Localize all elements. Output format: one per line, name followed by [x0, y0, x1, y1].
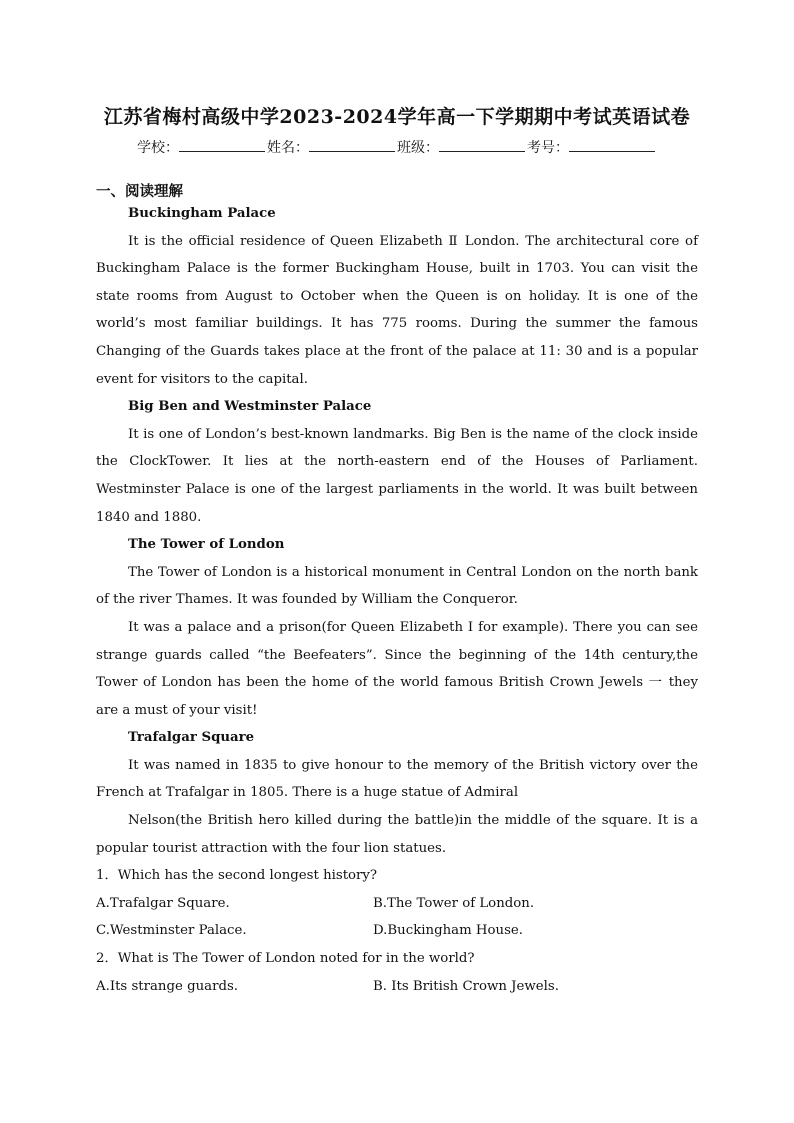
exam-title: 江苏省梅村高级中学2023-2024学年高一下学期期中考试英语试卷	[103, 106, 691, 128]
reading-passages	[96, 200, 698, 1000]
student-info-row	[0, 137, 794, 157]
question-options	[96, 973, 698, 1001]
option-c[interactable]: C.Westminster Palace.	[96, 923, 247, 939]
question-stem: 1．Which has the second longest history?	[96, 868, 378, 884]
option-b[interactable]: B.The Tower of London.	[373, 895, 535, 911]
option-b[interactable]: B. Its British Crown Jewels.	[373, 978, 559, 994]
school-blank[interactable]	[179, 139, 265, 152]
passage-paragraph: It is the official residence of Queen Elizabeth Ⅱ London. The architectural core of Buckingham Palace is the former Buckingham House, built in 1703. You can visit the state rooms from August to October when the Queen is on holiday. It is one of the world’s most familiar buildings. It has 775 rooms. During the summer the famous Changing of the Guards takes place at the front of the palace at 11: 30 and is a popular event for visitors to the capital.	[96, 233, 698, 387]
name-field	[267, 137, 397, 157]
section-title: 一、阅读理解	[96, 183, 183, 200]
passage-heading: Big Ben and Westminster Palace	[128, 399, 372, 415]
option-a[interactable]: A.Trafalgar Square.	[96, 895, 230, 911]
passage-paragraph: The Tower of London is a historical monument in Central London on the north bank of the river Thames. It was founded by William the Conqueror.	[96, 564, 698, 608]
exam-number-field	[527, 137, 657, 157]
name-blank[interactable]	[309, 139, 395, 152]
class-label: 班级：	[397, 140, 439, 156]
exam-number-label: 考号：	[527, 140, 569, 156]
option-a[interactable]: A.Its strange guards.	[96, 978, 239, 994]
passage-heading: Trafalgar Square	[128, 730, 255, 746]
passage-paragraph: It was a palace and a prison(for Queen Elizabeth I for example). There you can see strange guards called “the Beefeaters”. Since the beginning of the 14th century,the Tower of London has been the home of the world famous British Crown Jewels 一 they are a must of your visit!	[96, 619, 698, 718]
question-options	[96, 917, 698, 945]
passage-paragraph: It is one of London’s best-known landmarks. Big Ben is the name of the clock inside the ClockTower. It lies at the north-eastern end of the Houses of Parliament. Westminster Palace is one of the largest parliaments in the world. It was built between 1840 and 1880.	[96, 426, 698, 525]
option-d[interactable]: D.Buckingham House.	[373, 923, 523, 939]
question-stem: 2．What is The Tower of London noted for in the world?	[96, 951, 475, 967]
class-blank[interactable]	[439, 139, 525, 152]
exam-number-blank[interactable]	[569, 139, 655, 152]
passage-paragraph: Nelson(the British hero killed during the battle)in the middle of the square. It is a popular tourist attraction with the four lion statues.	[96, 813, 698, 856]
school-label: 学校：	[137, 140, 179, 156]
passage-paragraph: It was named in 1835 to give honour to the memory of the British victory over the French at Trafalgar in 1805. There is a huge statue of Admiral	[96, 757, 698, 801]
passage-heading: The Tower of London	[128, 537, 285, 553]
name-label: 姓名：	[267, 140, 309, 156]
class-field	[397, 137, 527, 157]
question-options	[96, 890, 698, 918]
passage-heading: Buckingham Palace	[128, 206, 276, 221]
school-field	[137, 137, 267, 157]
